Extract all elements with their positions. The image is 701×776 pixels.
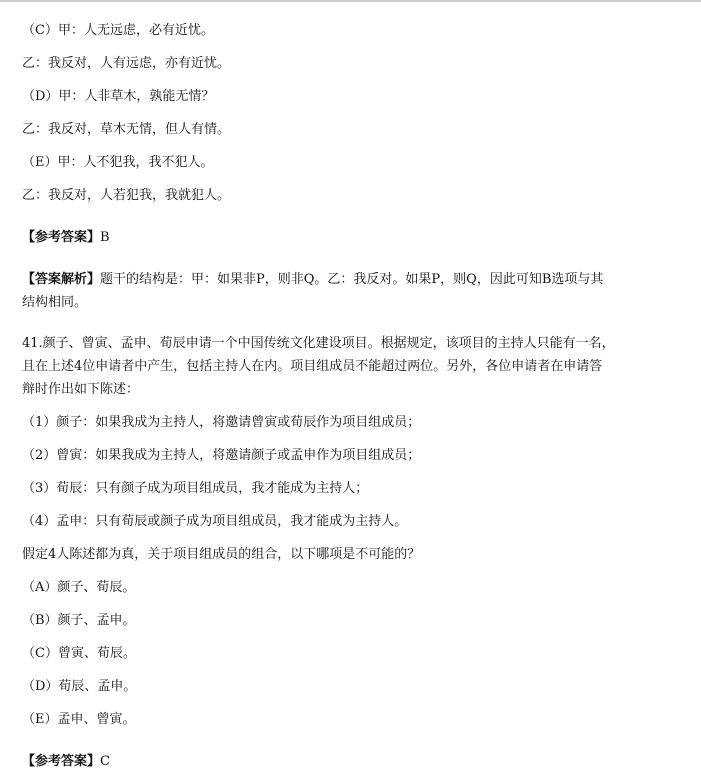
question-stem-line2: 且在上述4位申请者中产生，包括主持人在内。项目组成员不能超过两位。另外，各位申请者在申请答 bbox=[22, 359, 603, 374]
prev-analysis-text: 题干的结构是：甲：如果非P，则非Q。乙：我反对。如果P，则Q，因此可知B选项与其 bbox=[100, 272, 604, 287]
answer bbox=[22, 754, 682, 770]
prev-option-c: （C）甲：人无远虑，必有近忧。 bbox=[22, 23, 214, 38]
option-c: （C）曾寅、荀辰。 bbox=[22, 646, 136, 661]
answer-value: C bbox=[100, 754, 110, 769]
option-e: （E）孟申、曾寅。 bbox=[22, 712, 136, 727]
statement-2: （2）曾寅：如果我成为主持人，将邀请颜子或孟申作为项目组成员； bbox=[22, 448, 421, 463]
prev-option-d-reply: 乙：我反对，草木无情，但人有情。 bbox=[22, 122, 231, 137]
prev-analysis-line1 bbox=[22, 272, 682, 288]
option-d: （D）荀辰、孟申。 bbox=[22, 679, 137, 694]
option-a: （A）颜子、荀辰。 bbox=[22, 580, 136, 595]
prev-analysis-label: 【答案解析】 bbox=[22, 272, 101, 287]
question-prompt: 假定4人陈述都为真，关于项目组成员的组合，以下哪项是不可能的？ bbox=[22, 547, 421, 562]
statement-4: （4）孟申：只有荀辰或颜子成为项目组成员，我才能成为主持人。 bbox=[22, 514, 408, 529]
question-stem-line1: 41.颜子、曾寅、孟申、荀辰申请一个中国传统文化建设项目。根据规定，该项目的主持人只能有一名， bbox=[22, 336, 615, 351]
top-divider bbox=[0, 0, 701, 2]
prev-option-e-reply: 乙：我反对，人若犯我，我就犯人。 bbox=[22, 188, 231, 203]
statement-3: （3）荀辰：只有颜子成为项目组成员，我才能成为主持人； bbox=[22, 481, 369, 496]
prev-answer bbox=[22, 230, 682, 246]
prev-option-d: （D）甲：人非草木，孰能无情？ bbox=[22, 89, 215, 104]
answer-label: 【参考答案】 bbox=[22, 754, 101, 769]
prev-analysis-line2: 结构相同。 bbox=[22, 295, 88, 310]
statement-1: （1）颜子：如果我成为主持人，将邀请曾寅或荀辰作为项目组成员； bbox=[22, 415, 421, 430]
prev-answer-value: B bbox=[100, 230, 110, 245]
question-stem-line3: 辩时作出如下陈述： bbox=[22, 382, 140, 397]
prev-answer-label: 【参考答案】 bbox=[22, 230, 101, 245]
prev-option-c-reply: 乙：我反对，人有远虑，亦有近忧。 bbox=[22, 56, 231, 71]
prev-option-e: （E）甲：人不犯我，我不犯人。 bbox=[22, 155, 214, 170]
option-b: （B）颜子、孟申。 bbox=[22, 613, 136, 628]
